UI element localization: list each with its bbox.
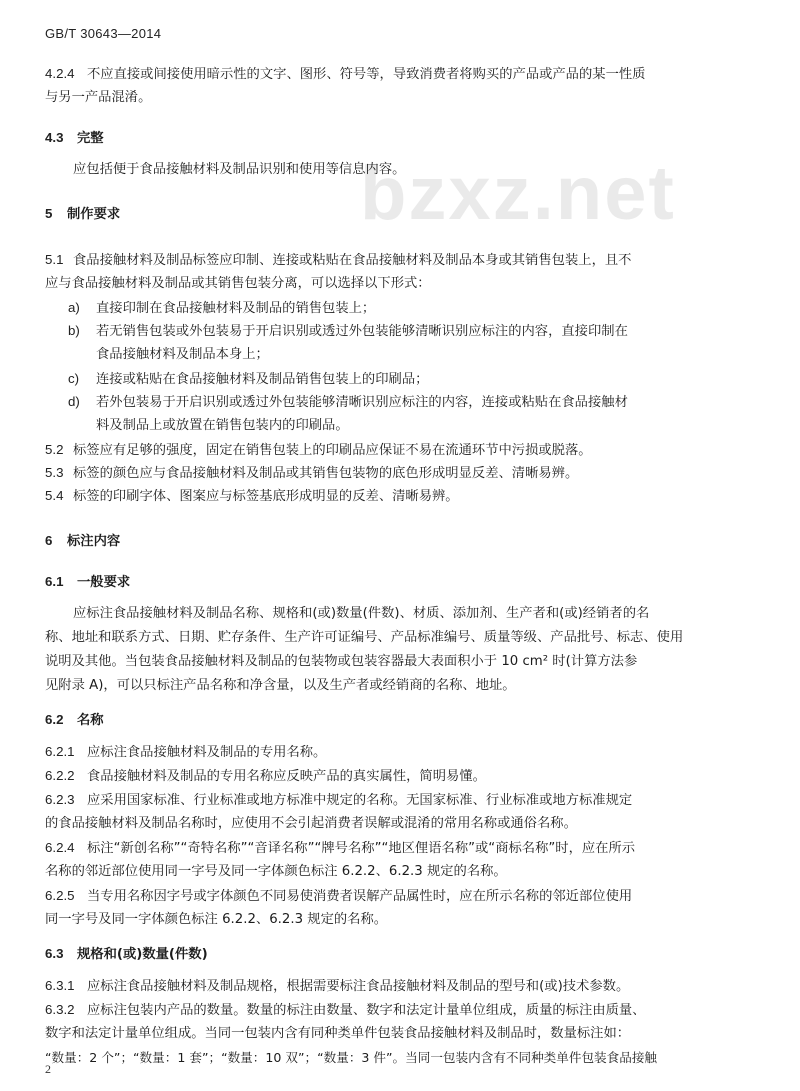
clause-number: 5.3 xyxy=(45,465,64,480)
clause-6-2-3-line2: 的食品接触材料及制品名称时，应使用不会引起消费者误解或混淆的常用名称或通俗名称。 xyxy=(45,816,577,831)
section-title: 一般要求 xyxy=(77,575,131,590)
list-text: 直接印制在食品接触材料及制品的销售包装上； xyxy=(96,301,376,316)
clause-6-2-5-line2: 同一字号及同一字体颜色标注 6.2.2、6.2.3 规定的名称。 xyxy=(45,912,388,927)
section-number: 6.2 xyxy=(45,712,64,727)
clause-6-3-1 xyxy=(45,976,629,997)
clause-number: 6.2.5 xyxy=(45,888,75,903)
clause-6-3-2-line2: 数字和法定计量单位组成。当同一包装内含有同种类单件包装食品接触材料及制品时，数量标注如： xyxy=(45,1026,631,1041)
section-title: 名称 xyxy=(77,713,104,728)
clause-5-3 xyxy=(45,463,578,484)
clause-text: 不应直接或间接使用暗示性的文字、图形、符号等，导致消费者将购买的产品或产品的某一性质 xyxy=(87,67,646,82)
clause-5-1-line1 xyxy=(45,250,631,271)
chapter-title: 制作要求 xyxy=(67,207,121,222)
clause-number: 5.4 xyxy=(45,488,64,503)
chapter-number: 5 xyxy=(45,206,53,221)
list-label: b) xyxy=(68,323,80,338)
clause-4-2-4-line2: 与另一产品混淆。 xyxy=(45,90,152,105)
section-6-1-line3: 说明及其他。当包装食品接触材料及制品的包装物或包装容器最大表面积小于 10 cm² 时(计算方法参 xyxy=(45,654,638,669)
watermark: bzxz.net xyxy=(360,151,676,236)
section-title: 完整 xyxy=(77,131,104,146)
clause-number: 6.2.3 xyxy=(45,792,75,807)
list-text: 若无销售包装或外包装易于开启识别或透过外包装能够清晰识别应标注的内容，直接印制在 xyxy=(96,324,628,339)
section-6-1-heading xyxy=(45,572,130,593)
clause-number: 6.2.4 xyxy=(45,840,75,855)
chapter-5-heading xyxy=(45,204,120,225)
clause-number: 6.3.2 xyxy=(45,1002,75,1017)
clause-text: 标签的印刷字体、图案应与标签基底形成明显的反差、清晰易辨。 xyxy=(73,489,459,504)
list-text: 若外包装易于开启识别或透过外包装能够清晰识别应标注的内容，连接或粘贴在食品接触材 xyxy=(96,395,628,410)
clause-text: 应标注食品接触材料及制品规格，根据需要标注食品接触材料及制品的型号和(或)技术参数。 xyxy=(87,979,630,994)
list-item-a xyxy=(68,298,375,319)
clause-5-4 xyxy=(45,486,459,507)
list-label: c) xyxy=(68,371,80,386)
clause-6-2-4-line1 xyxy=(45,838,635,859)
clause-number: 5.1 xyxy=(45,252,64,267)
section-number: 4.3 xyxy=(45,130,64,145)
clause-number: 6.3.1 xyxy=(45,978,75,993)
clause-number: 5.2 xyxy=(45,442,64,457)
standard-code-header: GB/T 30643—2014 xyxy=(45,26,162,41)
chapter-number: 6 xyxy=(45,533,53,548)
clause-6-2-2 xyxy=(45,766,486,787)
clause-4-2-4-line1 xyxy=(45,64,645,85)
section-4-3-heading xyxy=(45,128,104,149)
list-item-d xyxy=(68,392,628,413)
clause-text: 标签应有足够的强度，固定在销售包装上的印刷品应保证不易在流通环节中污损或脱落。 xyxy=(73,443,592,458)
clause-6-2-3-line1 xyxy=(45,790,632,811)
section-6-1-line2: 称、地址和联系方式、日期、贮存条件、生产许可证编号、产品标准编号、质量等级、产品批号、标志、使用 xyxy=(45,630,684,645)
clause-text: 食品接触材料及制品的专用名称应反映产品的真实属性，简明易懂。 xyxy=(87,769,486,784)
section-6-1-line1: 应标注食品接触材料及制品名称、规格和(或)数量(件数)、材质、添加剂、生产者和(或)经销者的名 xyxy=(73,606,650,621)
clause-text: 应标注食品接触材料及制品的专用名称。 xyxy=(87,745,327,760)
list-text: 连接或粘贴在食品接触材料及制品销售包装上的印刷品； xyxy=(96,372,429,387)
clause-text: 标签的颜色应与食品接触材料及制品或其销售包装物的底色形成明显反差、清晰易辨。 xyxy=(73,466,579,481)
clause-text: 当专用名称因字号或字体颜色不同易使消费者误解产品属性时，应在所示名称的邻近部位使用 xyxy=(87,889,633,904)
clause-5-1-line2: 应与食品接触材料及制品或其销售包装分离，可以选择以下形式： xyxy=(45,276,431,291)
section-title: 规格和(或)数量(件数) xyxy=(77,947,208,962)
list-item-c xyxy=(68,369,428,390)
clause-text: 应标注包装内产品的数量。数量的标注由数量、数字和法定计量单位组成，质量的标注由质量、 xyxy=(87,1003,646,1018)
clause-6-3-2-line3: “数量：2 个”；“数量：1 套”；“数量：10 双”；“数量：3 件”。当同一包装内含有不同种类单件包装食品接触 xyxy=(45,1050,658,1065)
clause-text: 食品接触材料及制品标签应印制、连接或粘贴在食品接触材料及制品本身或其销售包装上，且不 xyxy=(73,253,632,268)
clause-5-2 xyxy=(45,440,592,461)
clause-number: 4.2.4 xyxy=(45,66,75,81)
clause-text: 应采用国家标准、行业标准或地方标准中规定的名称。无国家标准、行业标准或地方标准规定 xyxy=(87,793,633,808)
clause-text: 标注“新创名称”“奇特名称”“音译名称”“牌号名称”“地区俚语名称”或“商标名称”时，应在所示 xyxy=(87,841,636,856)
clause-6-2-1 xyxy=(45,742,326,763)
list-label: d) xyxy=(68,394,80,409)
section-number: 6.1 xyxy=(45,574,64,589)
chapter-6-heading xyxy=(45,531,120,552)
list-item-b xyxy=(68,321,628,342)
page-number: 2 xyxy=(45,1062,51,1076)
clause-6-3-2-line1 xyxy=(45,1000,645,1021)
clause-number: 6.2.2 xyxy=(45,768,75,783)
chapter-title: 标注内容 xyxy=(67,534,121,549)
list-label: a) xyxy=(68,300,80,315)
list-item-d-cont: 料及制品上或放置在销售包装内的印刷品。 xyxy=(96,418,349,433)
list-item-b-cont: 食品接触材料及制品本身上； xyxy=(96,347,269,362)
clause-6-2-4-line2: 名称的邻近部位使用同一字号及同一字体颜色标注 6.2.2、6.2.3 规定的名称。 xyxy=(45,864,507,879)
section-6-3-heading xyxy=(45,944,208,965)
section-6-1-line4: 见附录 A)，可以只标注产品名称和净含量，以及生产者或经销商的名称、地址。 xyxy=(45,678,516,693)
clause-6-2-5-line1 xyxy=(45,886,632,907)
section-4-3-text: 应包括便于食品接触材料及制品识别和使用等信息内容。 xyxy=(73,162,406,177)
section-6-2-heading xyxy=(45,710,104,731)
clause-number: 6.2.1 xyxy=(45,744,75,759)
section-number: 6.3 xyxy=(45,946,64,961)
